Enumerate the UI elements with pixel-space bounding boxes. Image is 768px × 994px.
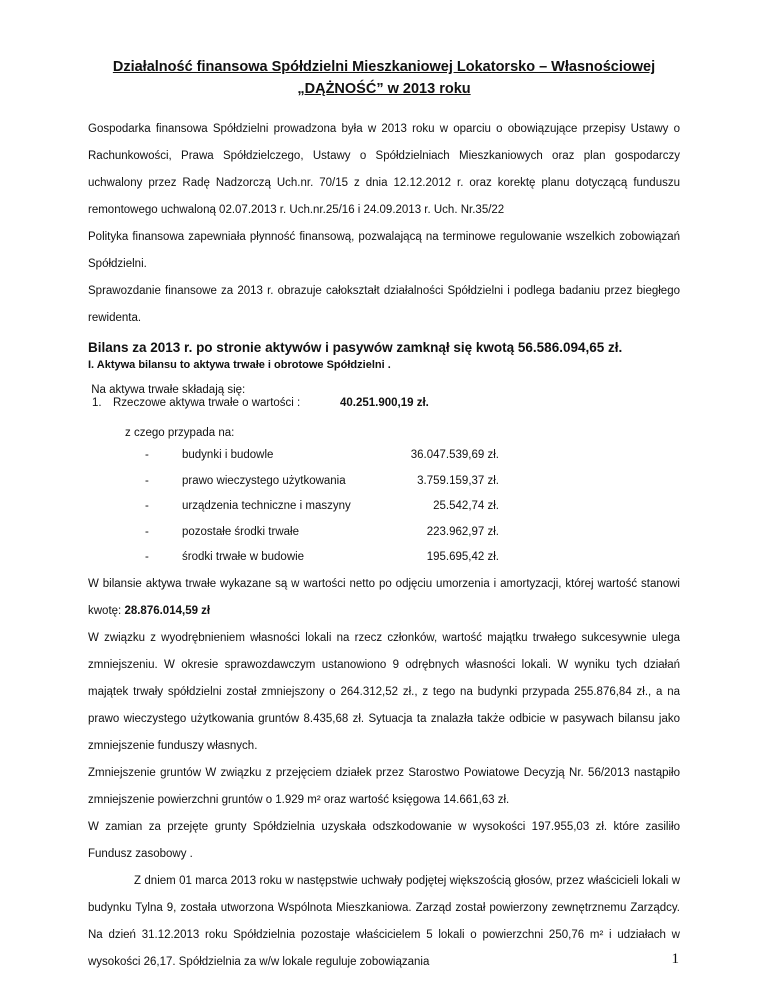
- page-number: 1: [671, 951, 679, 967]
- section-1-heading: I. Aktywa bilansu to aktywa trwałe i obrotowe Spółdzielni .: [88, 359, 391, 371]
- row-label: urządzenia techniczne i maszyny: [182, 500, 351, 512]
- item-value: 40.251.900,19 zł.: [340, 397, 429, 409]
- title-line-1: Działalność finansowa Spółdzielni Mieszkaniowej Lokatorsko – Własnościowej: [112, 59, 656, 75]
- row-dash: -: [145, 525, 149, 538]
- title-line-2: „DĄŻNOŚĆ” w 2013 roku: [297, 81, 471, 97]
- paragraph-financial-report: Sprawozdanie finansowe za 2013 r. obrazuje całokształt działalności Spółdzielni i podlega badaniu przez biegłego rewidenta.: [88, 285, 680, 324]
- row-dash: -: [145, 500, 149, 512]
- paragraph-ownership-separation: W związku z wyodrębnieniem własności lokali na rzecz członków, wartość majątku trwałego sukcesywnie ulega zmniejszeniu. W okresie sprawozdawczym ustanowiono 9 odrębnych własności lokali. W wyniku tych działań majątek trwały spółdzielni został zmniejszony o 264.312,52 zł., z tego na budynki przypada 255.876,84 zł., a na prawo wieczystego użytkowania gruntów 8.435,68 zł. Sytuacja ta znalazła także odbicie w pasywach bilansu jako zmniejszenie funduszy własnych.: [88, 631, 680, 752]
- item-number: 1.: [92, 397, 102, 409]
- breakdown-row: [88, 545, 680, 571]
- paragraph-financial-policy: Polityka finansowa zapewniała płynność finansową, pozwalającą na terminowe regulowanie wszelkich zobowiązań Spółdzielni.: [88, 231, 680, 270]
- document-title: [88, 0, 680, 100]
- row-value: 36.047.539,69 zł.: [410, 449, 499, 461]
- row-label: prawo wieczystego użytkowania: [182, 474, 346, 487]
- net-value-text: W bilansie aktywa trwałe wykazane są w wartości netto po odjęciu umorzenia i amortyzacji, której wartość stanowi kwotę:: [88, 577, 680, 617]
- paragraph-land-reduction: Zmniejszenie gruntów W związku z przejęciem działek przez Starostwo Powiatowe Decyzją Nr. 56/2013 nastąpiło zmniejszenie powierzchni gruntów o 1.929 m² oraz wartość księgowa 14.661,63 zł.: [88, 766, 680, 806]
- breakdown-row: [88, 443, 680, 469]
- paragraph-legal-basis: Gospodarka finansowa Spółdzielni prowadzona była w 2013 roku w oparciu o obowiązujące przepisy Ustawy o Rachunkowości, Prawa Spółdzielczego, Ustawy o Spółdzielniach Mieszkaniowych oraz plan gospodarczy uchwalony przez Radę Nadzorczą Uch.nr. 70/15 z dnia 12.12.2012 r. oraz korektę planu dotyczącą funduszu remontowego uchwaloną 02.07.2013 r. Uch.nr.25/16 i 24.09.2013 r. Uch. Nr.35/22: [88, 123, 680, 216]
- row-label: pozostałe środki trwałe: [182, 525, 299, 538]
- row-value: 195.695,42 zł.: [426, 551, 499, 563]
- fixed-assets-item-1: [88, 397, 680, 410]
- row-value: 223.962,97 zł.: [426, 525, 499, 538]
- row-value: 25.542,74 zł.: [433, 500, 499, 512]
- row-dash: -: [145, 449, 149, 461]
- row-label: środki trwałe w budowie: [182, 551, 305, 563]
- paragraph-net-value: [88, 571, 680, 625]
- balance-heading: Bilans za 2013 r. po stronie aktywów i pasywów zamknął się kwotą 56.586.094,65 zł.: [88, 340, 623, 355]
- row-dash: -: [145, 474, 149, 487]
- breakdown-row: [88, 494, 680, 520]
- of-which-label: z czego przypada na:: [125, 427, 235, 439]
- paragraph-housing-community: Z dniem 01 marca 2013 roku w następstwie uchwały podjętej większością głosów, przez właścicieli lokali w budynku Tylna 9, została utworzona Wspólnota Mieszkaniowa. Zarząd został powierzony zewnętrznemu Zarządcy. Na dzień 31.12.2013 roku Spółdzielnia pozostaje właścicielem 5 lokali o powierzchni 250,76 m² i udziałach w wysokości 26,17. Spółdzielnia za w/w lokale reguluje zobowiązania: [88, 874, 680, 968]
- breakdown-row: [88, 520, 680, 546]
- row-dash: -: [145, 551, 149, 563]
- net-value-amount: 28.876.014,59 zł: [124, 604, 211, 617]
- fixed-assets-lead: Na aktywa trwałe składają się:: [88, 384, 246, 396]
- breakdown-row: [88, 469, 680, 495]
- row-value: 3.759.159,37 zł.: [417, 474, 499, 487]
- paragraph-compensation: W zamian za przejęte grunty Spółdzielnia uzyskała odszkodowanie w wysokości 197.955,03 zł. które zasiliło Fundusz zasobowy .: [88, 820, 680, 860]
- item-label: Rzeczowe aktywa trwałe o wartości :: [113, 397, 301, 409]
- fixed-assets-breakdown: [88, 443, 680, 571]
- row-label: budynki i budowle: [182, 449, 274, 461]
